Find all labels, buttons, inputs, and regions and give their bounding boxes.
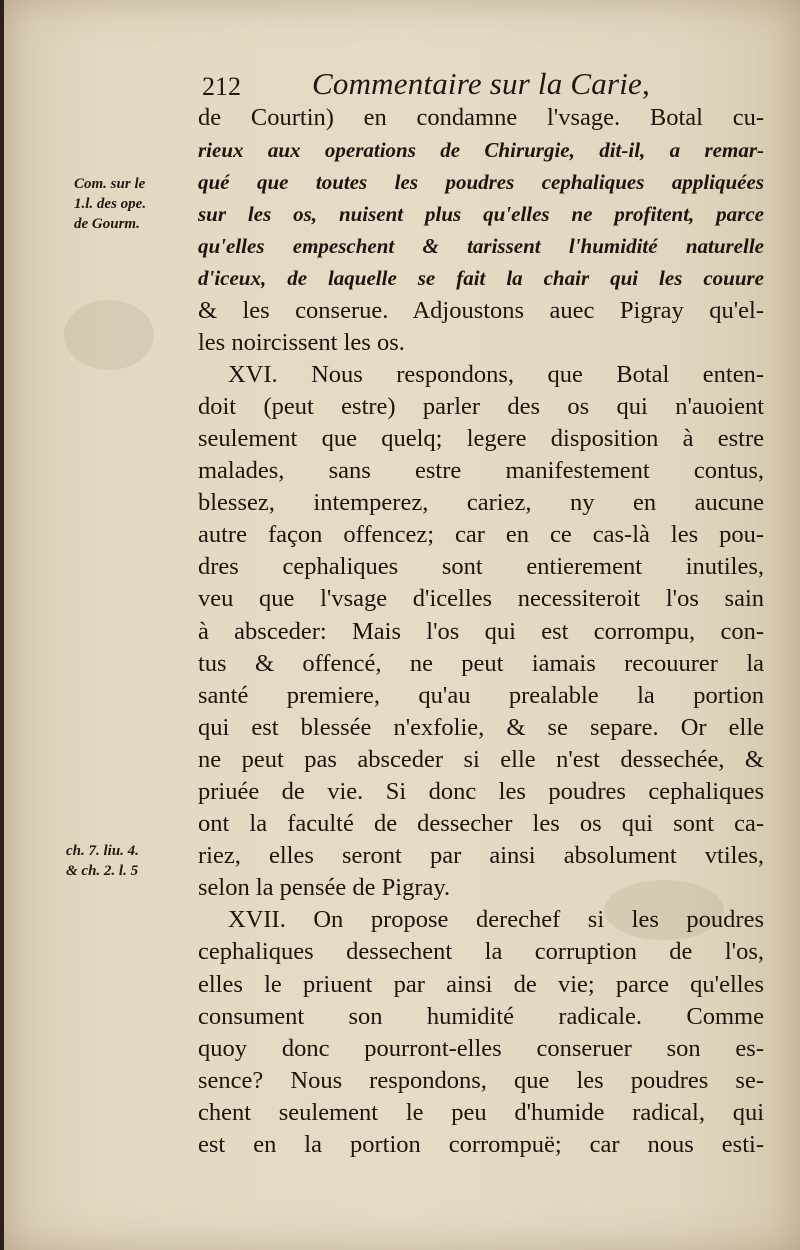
- text-line: les noircissent les os.: [198, 328, 405, 356]
- margin-note-2: [66, 841, 139, 881]
- text-line: selon la pensée de Pigray.: [198, 874, 451, 902]
- margin-note-line: & ch. 2. l. 5: [66, 863, 139, 879]
- text-line: qu'elles empeschent & tarissent l'humidité naturelle: [198, 234, 764, 259]
- text-line: santé premiere, qu'au prealable la portion: [198, 681, 764, 709]
- text-line: cephaliques dessechent la corruption de l'os,: [198, 938, 764, 966]
- text-line: riez, elles seront par ainsi absolument vtiles,: [198, 842, 764, 870]
- paper-stain: [64, 300, 154, 370]
- page-number: 212: [202, 72, 241, 101]
- text-line: dres cephaliques sont entierement inutiles,: [198, 553, 764, 581]
- text-line: sur les os, nuisent plus qu'elles ne profitent, parce: [198, 202, 764, 227]
- margin-note-1: [74, 174, 146, 234]
- text-line: rieux aux operations de Chirurgie, dit-il, a remar-: [198, 138, 764, 163]
- page-header: [202, 66, 762, 106]
- text-line: & les conserue. Adjoustons auec Pigray qu'el-: [198, 296, 764, 324]
- text-line: doit (peut estre) parler des os qui n'auoient: [198, 392, 764, 420]
- margin-note-line: de Gourm.: [74, 216, 140, 232]
- body-text: [198, 102, 764, 1161]
- text-line: ne peut pas absceder si elle n'est dessechée, &: [198, 745, 764, 773]
- margin-note-line: Com. sur le: [74, 176, 146, 192]
- text-line: ont la faculté de dessecher les os qui sont ca-: [198, 810, 764, 838]
- text-line: seulement que quelq; legere disposition à estre: [198, 424, 764, 452]
- text-line: autre façon offencez; car en ce cas-là les pou-: [198, 521, 764, 549]
- text-line: XVII. On propose derechef si les poudres: [228, 906, 764, 934]
- margin-note-line: 1.l. des ope.: [74, 196, 147, 212]
- text-line: d'iceux, de laquelle se fait la chair qui les couure: [198, 266, 764, 291]
- text-line: qué que toutes les poudres cephaliques appliquées: [198, 170, 764, 195]
- text-line: de Courtin) en condamne l'vsage. Botal cu-: [198, 104, 764, 131]
- text-line: à absceder: Mais l'os qui est corrompu, con-: [198, 617, 764, 645]
- text-line: chent seulement le peu d'humide radical, qui: [198, 1098, 764, 1126]
- text-line: elles le priuent par ainsi de vie; parce qu'elles: [198, 970, 764, 998]
- text-line: XVI. Nous respondons, que Botal enten-: [228, 360, 764, 388]
- text-line: veu que l'vsage d'icelles necessiteroit l'os sain: [198, 585, 764, 613]
- text-line: quoy donc pourront-elles conseruer son es-: [198, 1034, 764, 1062]
- book-page: [4, 0, 800, 1250]
- text-line: blessez, intemperez, cariez, ny en aucune: [198, 489, 764, 517]
- text-line: qui est blessée n'exfolie, & se separe. Or elle: [198, 713, 764, 741]
- running-head: Commentaire sur la Carie,: [312, 66, 650, 101]
- text-line: consument son humidité radicale. Comme: [198, 1002, 764, 1030]
- text-line: sence? Nous respondons, que les poudres se-: [198, 1066, 764, 1094]
- text-line: tus & offencé, ne peut iamais recouurer la: [198, 649, 764, 677]
- text-line: malades, sans estre manifestement contus,: [198, 457, 764, 485]
- margin-note-line: ch. 7. liu. 4.: [66, 843, 139, 859]
- text-line: priuée de vie. Si donc les poudres cephaliques: [198, 777, 764, 805]
- text-line: est en la portion corrompuë; car nous esti-: [198, 1131, 764, 1158]
